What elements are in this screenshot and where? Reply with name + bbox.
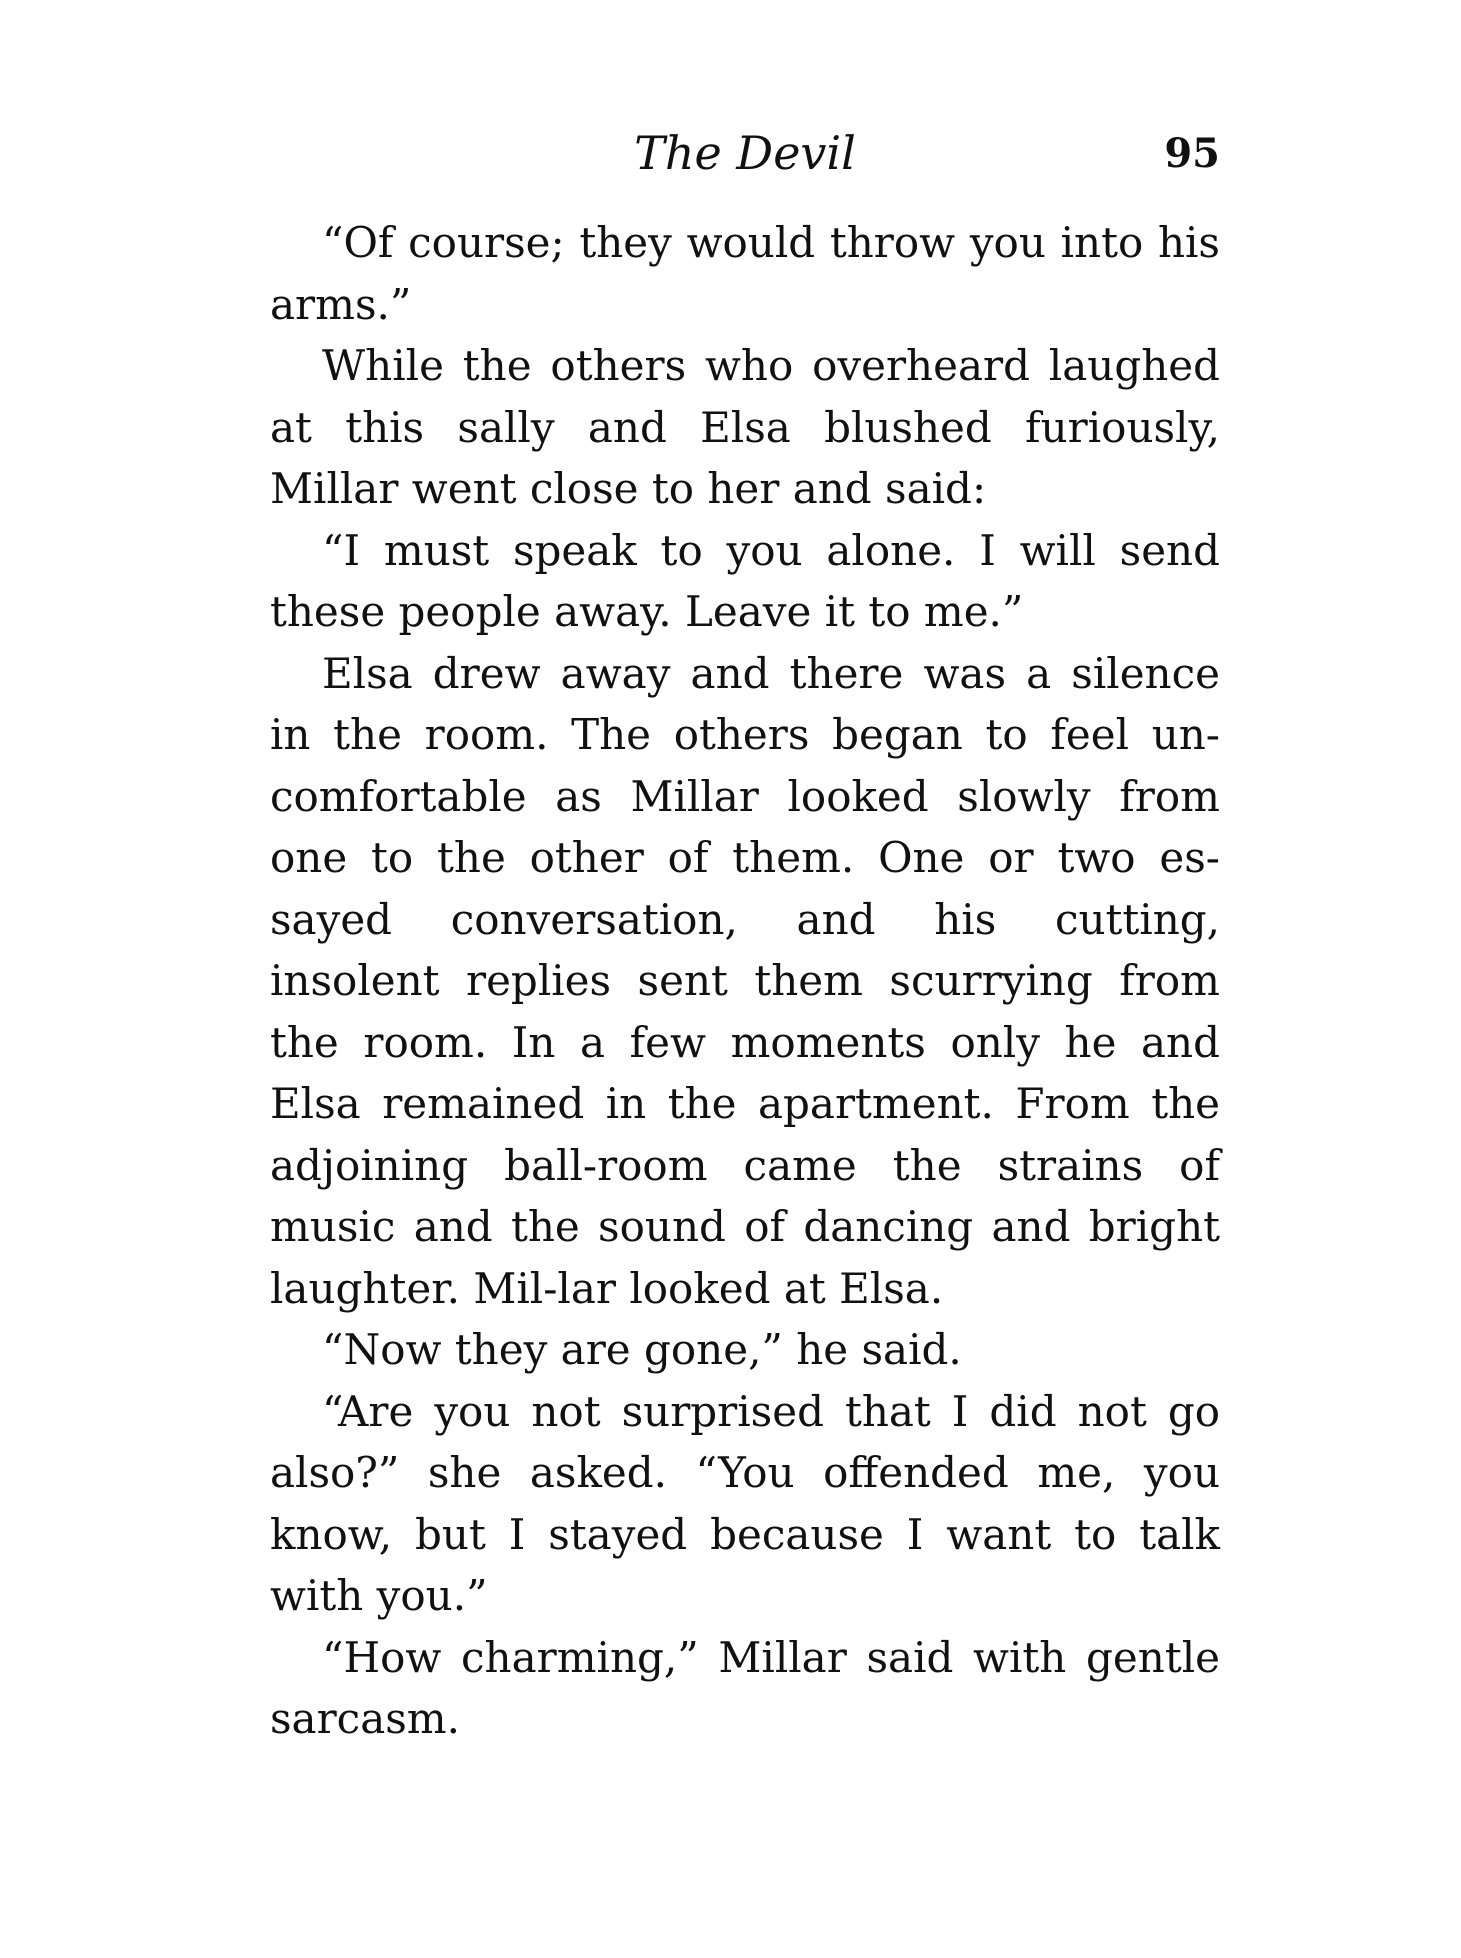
page-number: 95	[1164, 130, 1220, 177]
paragraph: “Now they are gone,” he said.	[322, 1325, 962, 1374]
body-text	[270, 212, 1220, 1750]
paragraph: “I must speak to you alone. I will send these people away. Leave it to me.”	[270, 525, 1220, 636]
page-header	[270, 126, 1220, 186]
paragraph: “How charming,” Millar said with gentle sarcasm.	[270, 1632, 1220, 1743]
paragraph: “Of course; they would throw you into his arms.”	[270, 218, 1220, 329]
running-title: The Devil	[634, 126, 856, 180]
paragraph: While the others who overheard laughed at this sally and Elsa blushed furiously, Millar went close to her and said:	[270, 341, 1220, 513]
paragraph: Elsa drew away and there was a silence in the room. The others began to feel un-comfortable as Millar looked slowly from one to the other of them. One or two es-sayed conversation, and his cutting, insolent replies sent them scurrying from the room. In a few moments only he and Elsa remained in the apartment. From the adjoining ball-room came the strains of music and the sound of dancing and bright laughter. Mil-lar looked at Elsa.	[270, 648, 1220, 1313]
paragraph: “Are you not surprised that I did not go also?” she asked. “You offended me, you know, but I stayed because I want to talk with you.”	[270, 1386, 1220, 1620]
